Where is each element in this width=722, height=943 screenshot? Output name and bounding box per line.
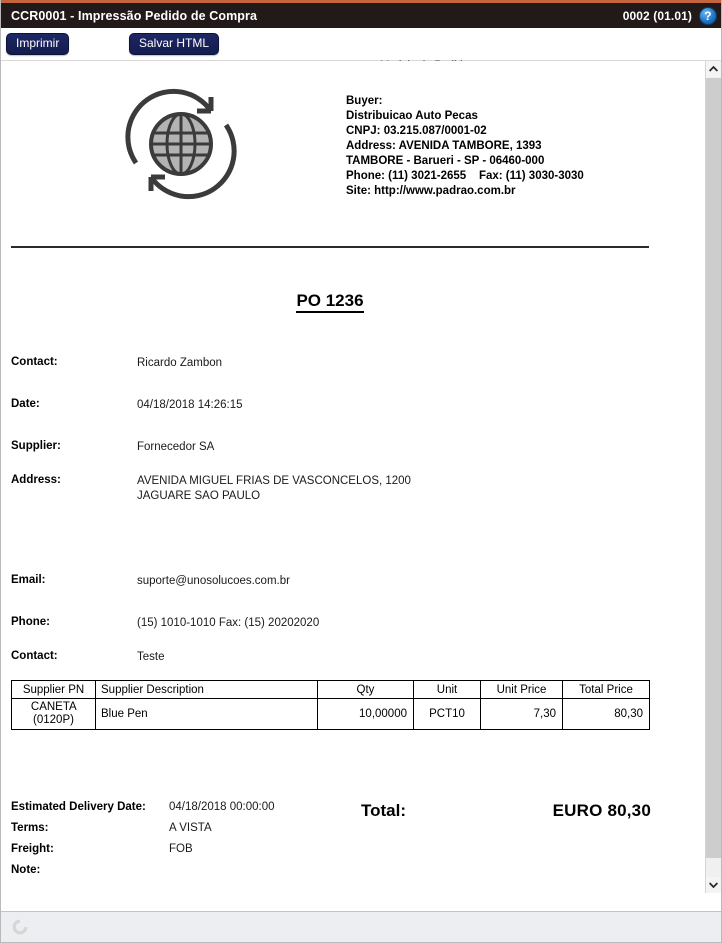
- po-title: [1, 291, 659, 311]
- note-label: Note:: [11, 864, 41, 876]
- document-header: [1, 61, 707, 229]
- date-label: Date:: [11, 398, 40, 410]
- col-header-qty: Qty: [318, 681, 414, 699]
- buyer-name: Distribuicao Auto Pecas: [346, 110, 478, 122]
- col-header-supplier-pn: Supplier PN: [12, 681, 96, 699]
- spacer: [1, 637, 661, 650]
- spacer: [1, 504, 661, 539]
- address-line-2: JAGUARE SAO PAULO: [137, 490, 261, 502]
- spacer: [1, 419, 661, 440]
- purchase-order-document: [1, 61, 707, 876]
- address-value: [137, 474, 411, 504]
- help-icon[interactable]: ?: [699, 7, 717, 25]
- terms-value: A VISTA: [169, 822, 212, 834]
- field-contact: [1, 356, 661, 377]
- freight-label: Freight:: [11, 843, 54, 855]
- window-version-label: 0002 (01.01): [622, 8, 692, 23]
- contact-value: Ricardo Zambon: [137, 357, 223, 369]
- field-address: [1, 474, 661, 504]
- col-header-total-price: Total Price: [563, 681, 650, 699]
- phone-label: Phone:: [11, 616, 50, 628]
- supplier-value: Fornecedor SA: [137, 441, 215, 453]
- field-contact-2: [1, 650, 661, 671]
- scroll-down-button[interactable]: [706, 877, 721, 893]
- delivery-label: Estimated Delivery Date:: [11, 801, 146, 813]
- document-scroll-area[interactable]: [1, 61, 707, 893]
- total-amount: EURO 80,30: [552, 801, 651, 820]
- field-phone: [1, 616, 661, 637]
- field-date: [1, 398, 661, 419]
- field-freight: [1, 843, 661, 864]
- buyer-heading: Buyer:: [346, 95, 383, 107]
- field-email: [1, 574, 661, 595]
- globe-refresh-logo-icon: [119, 85, 243, 203]
- buyer-phone-fax: Phone: (11) 3021-2655 Fax: (11) 3030-3030: [346, 170, 584, 182]
- status-bar: [1, 911, 721, 942]
- freight-value: FOB: [169, 843, 193, 855]
- email-label: Email:: [11, 574, 46, 586]
- order-total-block: [361, 801, 651, 821]
- cell-unit-price: 7,30: [481, 699, 563, 730]
- document-footer: [1, 801, 661, 885]
- po-title-text: PO 1236: [296, 291, 363, 313]
- address-line-1: AVENIDA MIGUEL FRIAS DE VASCONCELOS, 1200: [137, 475, 411, 487]
- scroll-up-button[interactable]: [706, 61, 721, 77]
- cell-total-price: 80,30: [563, 699, 650, 730]
- col-header-unit-price: Unit Price: [481, 681, 563, 699]
- cell-qty: 10,00000: [318, 699, 414, 730]
- supplier-label: Supplier:: [11, 440, 61, 452]
- buyer-address: Address: AVENIDA TAMBORE, 1393: [346, 140, 542, 152]
- contact2-value: Teste: [137, 651, 165, 663]
- spacer: [1, 595, 661, 616]
- contact-label: Contact:: [11, 356, 58, 368]
- total-label: Total:: [361, 801, 407, 820]
- order-info-block: [1, 356, 661, 671]
- scrollbar-thumb[interactable]: [706, 78, 721, 858]
- loading-spinner-icon: [11, 918, 29, 936]
- window-title: CCR0001 - Impressão Pedido de Compra: [11, 8, 258, 23]
- vertical-scrollbar[interactable]: [705, 61, 721, 893]
- field-supplier: [1, 440, 661, 461]
- items-table: [11, 680, 650, 730]
- supplier-pn-line-2: (0120P): [33, 714, 74, 726]
- cell-unit: PCT10: [414, 699, 481, 730]
- spacer: [1, 461, 661, 474]
- chevron-up-icon: [709, 66, 718, 72]
- print-button[interactable]: Imprimir: [6, 33, 69, 55]
- header-divider: [11, 246, 649, 248]
- phone-value: (15) 1010-1010 Fax: (15) 20202020: [137, 617, 320, 629]
- address-label: Address:: [11, 474, 61, 486]
- supplier-pn-line-1: CANETA: [30, 701, 77, 713]
- spacer: [1, 377, 661, 398]
- buyer-site: Site: http://www.padrao.com.br: [346, 185, 516, 197]
- cell-supplier-pn: [12, 699, 96, 730]
- table-header-row: [12, 681, 650, 699]
- table-row: [12, 699, 650, 730]
- window-titlebar: [1, 3, 721, 28]
- items-table-body: [12, 699, 650, 730]
- buyer-cnpj: CNPJ: 03.215.087/0001-02: [346, 125, 487, 137]
- terms-label: Terms:: [11, 822, 49, 834]
- email-value: suporte@unosolucoes.com.br: [137, 575, 290, 587]
- buyer-city-state: TAMBORE - Barueri - SP - 06460-000: [346, 155, 545, 167]
- delivery-value: 04/18/2018 00:00:00: [169, 801, 275, 813]
- cell-description: Blue Pen: [96, 699, 318, 730]
- date-value: 04/18/2018 14:26:15: [137, 399, 243, 411]
- toolbar: [1, 28, 721, 61]
- buyer-info-block: [346, 94, 584, 199]
- col-header-unit: Unit: [414, 681, 481, 699]
- field-terms: [1, 822, 661, 843]
- chevron-down-icon: [709, 882, 718, 888]
- spacer: [1, 539, 661, 574]
- save-html-button[interactable]: Salvar HTML: [129, 33, 219, 55]
- items-table-wrapper: [11, 680, 649, 730]
- field-note: [1, 864, 661, 885]
- col-header-supplier-description: Supplier Description: [96, 681, 318, 699]
- contact2-label: Contact:: [11, 650, 58, 662]
- items-table-head: [12, 681, 650, 699]
